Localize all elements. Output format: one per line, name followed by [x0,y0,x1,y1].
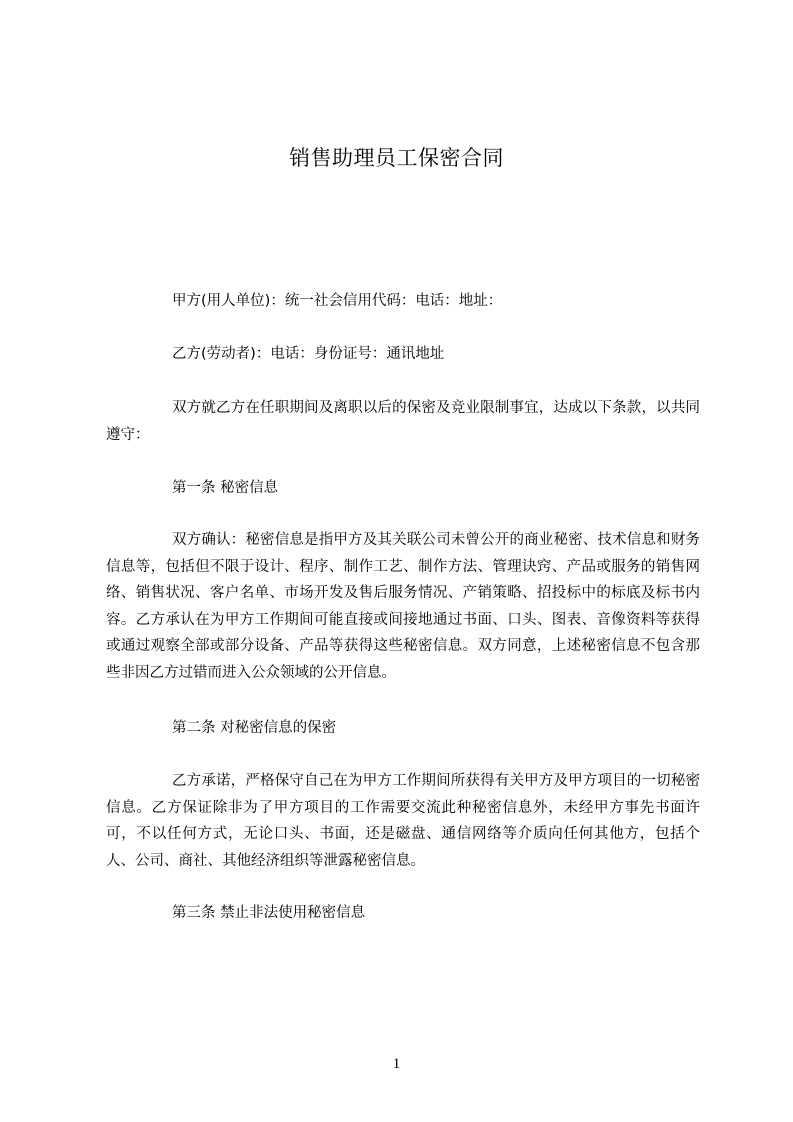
intro-paragraph: 双方就乙方在任职期间及离职以后的保密及竞业限制事宜，达成以下条款，以共同遵守： [106,400,700,443]
section-1-heading: 第一条 秘密信息 [172,480,279,496]
section-2-body: 乙方承诺，严格保守自己在为甲方工作期间所获得有关甲方及甲方项目的一切秘密信息。乙方保证除非为了甲方项目的工作需要交流此种秘密信息外，未经甲方事先书面许可，不以任何方式，无论口头、书面，还是磁盘、通信网络等介质向任何其他方，包括个人、公司、商社、其他经济组织等泄露秘密信息。 [106,773,700,869]
section-3-heading: 第三条 禁止非法使用秘密信息 [172,905,366,921]
party-a-line: 甲方(用人单位)：统一社会信用代码：电话：地址： [172,293,503,309]
section-1-body: 双方确认：秘密信息是指甲方及其关联公司未曾公开的商业秘密、技术信息和财务信息等，包括但不限于设计、程序、制作工艺、制作方法、管理诀窍、产品或服务的销售网络、销售状况、客户名单、市场开发及售后服务情况、产销策略、招投标中的标底及标书内容。乙方承认在为甲方工作期间可能直接或间接地通过书面、口头、图表、音像资料等获得或通过观察全部或部分设备、产品等获得这些秘密信息。双方同意，上述秘密信息不包含那些非因乙方过错而进入公众领域的公开信息。 [106,532,700,681]
party-b-line: 乙方(劳动者)：电话：身份证号：通讯地址 [172,346,445,362]
page-number: 1 [392,1056,401,1072]
document-title: 销售助理员工保密合同 [289,146,504,170]
section-2-heading: 第二条 对秘密信息的保密 [172,720,337,736]
